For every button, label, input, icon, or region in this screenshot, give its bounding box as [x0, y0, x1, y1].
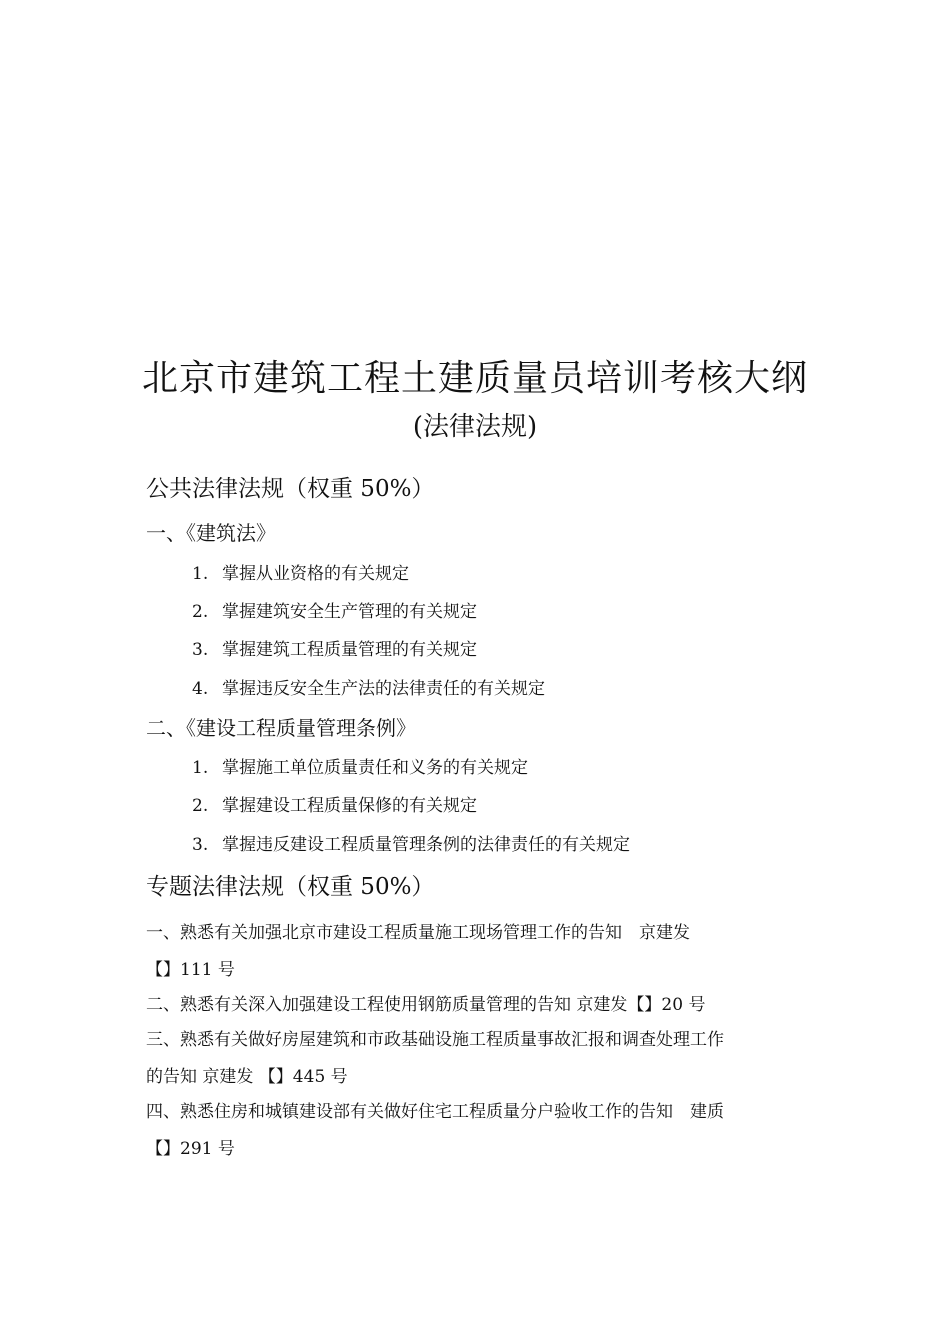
- list-item: 3. 掌握违反建设工程质量管理条例的法律责任的有关规定: [192, 835, 630, 855]
- list-item: 1. 掌握施工单位质量责任和义务的有关规定: [192, 758, 528, 778]
- special-line: 三、熟悉有关做好房屋建筑和市政基础设施工程质量事故汇报和调查处理工作: [146, 1030, 724, 1050]
- special-line: 【】111 号: [146, 960, 235, 980]
- law-title-construction-law: 一、《建筑法》: [146, 521, 276, 545]
- law-title-quality-regulation: 二、《建设工程质量管理条例》: [146, 716, 416, 740]
- list-item: 2. 掌握建设工程质量保修的有关规定: [192, 796, 477, 816]
- special-laws-heading: 专题法律法规（权重 50%）: [146, 874, 435, 900]
- special-line: 【】291 号: [146, 1139, 235, 1159]
- list-item: 3. 掌握建筑工程质量管理的有关规定: [192, 640, 477, 660]
- public-laws-heading: 公共法律法规（权重 50%）: [146, 476, 435, 502]
- document-title: 北京市建筑工程土建质量员培训考核大纲: [141, 358, 808, 399]
- list-item: 1. 掌握从业资格的有关规定: [192, 564, 409, 584]
- special-line: 四、熟悉住房和城镇建设部有关做好住宅工程质量分户验收工作的告知 建质: [146, 1102, 724, 1122]
- special-line: 二、熟悉有关深入加强建设工程使用钢筋质量管理的告知 京建发【】20 号: [146, 995, 706, 1015]
- special-line: 一、熟悉有关加强北京市建设工程质量施工现场管理工作的告知 京建发: [146, 923, 690, 943]
- special-line: 的告知 京建发 【】445 号: [146, 1067, 348, 1087]
- list-item: 2. 掌握建筑安全生产管理的有关规定: [192, 602, 477, 622]
- list-item: 4. 掌握违反安全生产法的法律责任的有关规定: [192, 679, 545, 699]
- document-subtitle: (法律法规): [412, 412, 538, 442]
